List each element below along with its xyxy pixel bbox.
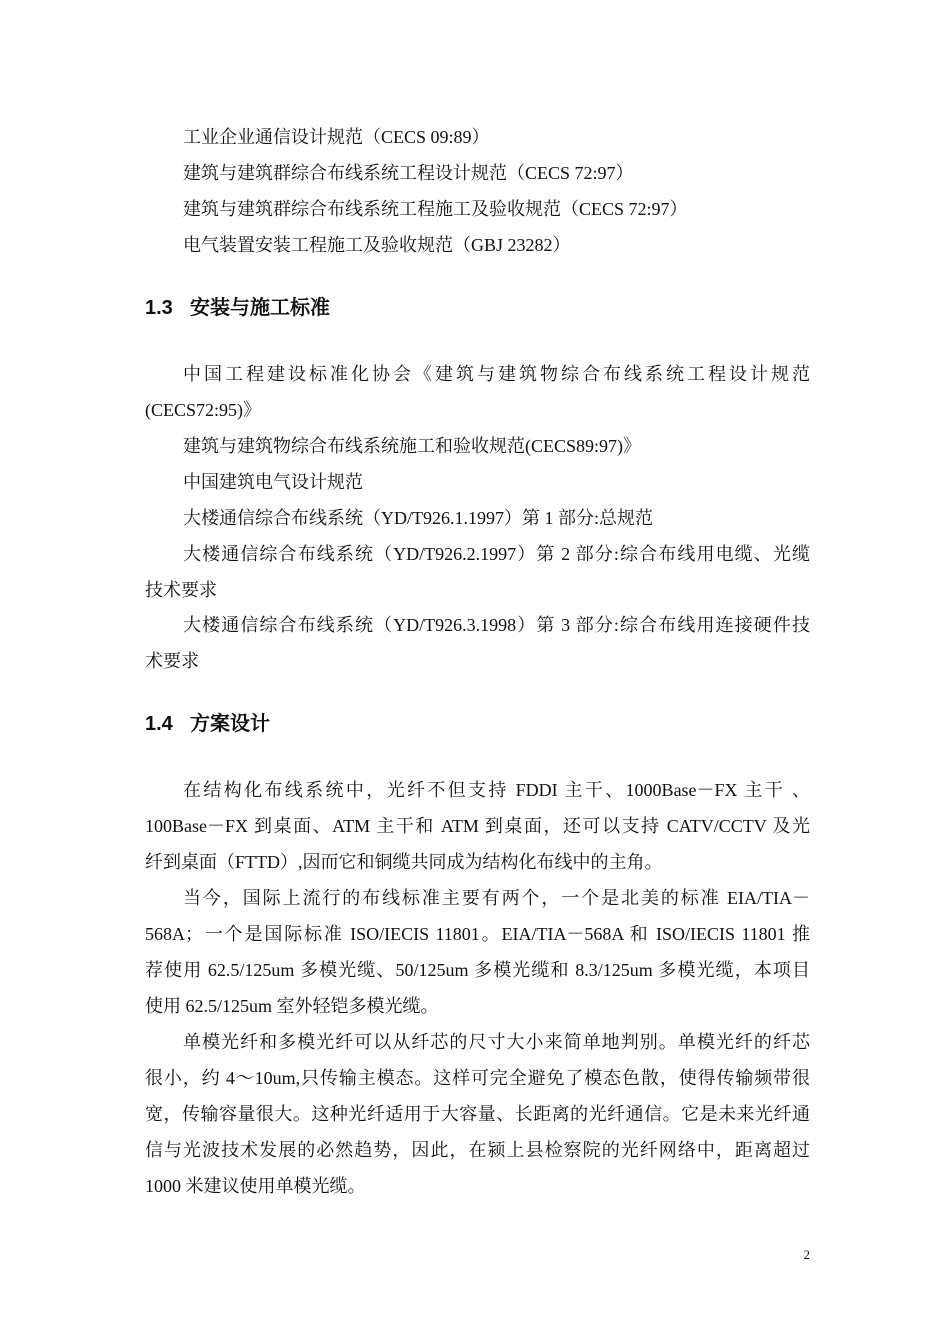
paragraph-line: 中国工程建设标准化协会《建筑与建筑物综合布线系统工程设计规范 [183, 364, 810, 384]
paragraph-line: 单模光纤和多模光纤可以从纤芯的尺寸大小来简单地判别。单模光纤的纤芯 [183, 1032, 810, 1052]
paragraph-line: 中国建筑电气设计规范 [183, 472, 363, 492]
paragraph-line: 568A；一个是国际标准 ISO/IECIS 11801。EIA/TIA－568A 和 ISO/IECIS 11801 推 [145, 924, 810, 944]
paragraph-line: 荐使用 62.5/125um 多模光缆、50/125um 多模光缆和 8.3/125um 多模光缆，本项目 [145, 960, 810, 980]
reference-item: 建筑与建筑群综合布线系统工程设计规范（CECS 72:97） [183, 163, 634, 183]
paragraph-line: 使用 62.5/125um 室外轻铠多模光缆。 [145, 996, 439, 1016]
reference-item: 建筑与建筑群综合布线系统工程施工及验收规范（CECS 72:97） [183, 199, 688, 219]
paragraph-line: 宽，传输容量很大。这种光纤适用于大容量、长距离的光纤通信。它是未来光纤通 [145, 1104, 810, 1124]
section-title: 安装与施工标准 [190, 297, 330, 319]
paragraph-line: 大楼通信综合布线系统（YD/T926.3.1998）第 3 部分:综合布线用连接硬件技 [183, 615, 810, 635]
section-heading-1-4 [145, 711, 270, 737]
paragraph-line: 当今，国际上流行的布线标准主要有两个，一个是北美的标准 EIA/TIA－ [183, 888, 810, 908]
paragraph-line: 大楼通信综合布线系统（YD/T926.1.1997）第 1 部分:总规范 [183, 508, 653, 528]
paragraph-line: 大楼通信综合布线系统（YD/T926.2.1997）第 2 部分:综合布线用电缆、光缆 [183, 544, 810, 564]
section-heading-1-3 [145, 295, 330, 321]
page-number: 2 [803, 1247, 810, 1262]
paragraph-line: 纤到桌面（FTTD）,因而它和铜缆共同成为结构化布线中的主角。 [145, 852, 663, 872]
paragraph-line: 在结构化布线系统中，光纤不但支持 FDDI 主干、1000Base－FX 主干 、 [183, 780, 810, 800]
paragraph-line: 100Base－FX 到桌面、ATM 主干和 ATM 到桌面，还可以支持 CATV/CCTV 及光 [145, 816, 810, 836]
paragraph-line: (CECS72:95)》 [145, 400, 262, 420]
paragraph-line: 1000 米建议使用单模光缆。 [145, 1176, 366, 1196]
paragraph-line: 很小，约 4～10um,只传输主模态。这样可完全避免了模态色散，使得传输频带很 [145, 1068, 810, 1088]
section-number: 1.4 [145, 713, 173, 735]
reference-item: 工业企业通信设计规范（CECS 09:89） [183, 127, 490, 147]
reference-item: 电气装置安装工程施工及验收规范（GBJ 23282） [183, 235, 571, 255]
section-number: 1.3 [145, 297, 173, 319]
paragraph-line: 术要求 [145, 651, 199, 671]
paragraph-line: 信与光波技术发展的必然趋势，因此，在颍上县检察院的光纤网络中，距离超过 [145, 1140, 810, 1160]
paragraph-line: 建筑与建筑物综合布线系统施工和验收规范(CECS89:97)》 [183, 436, 642, 456]
section-title: 方案设计 [190, 713, 270, 735]
paragraph-line: 技术要求 [145, 580, 217, 600]
